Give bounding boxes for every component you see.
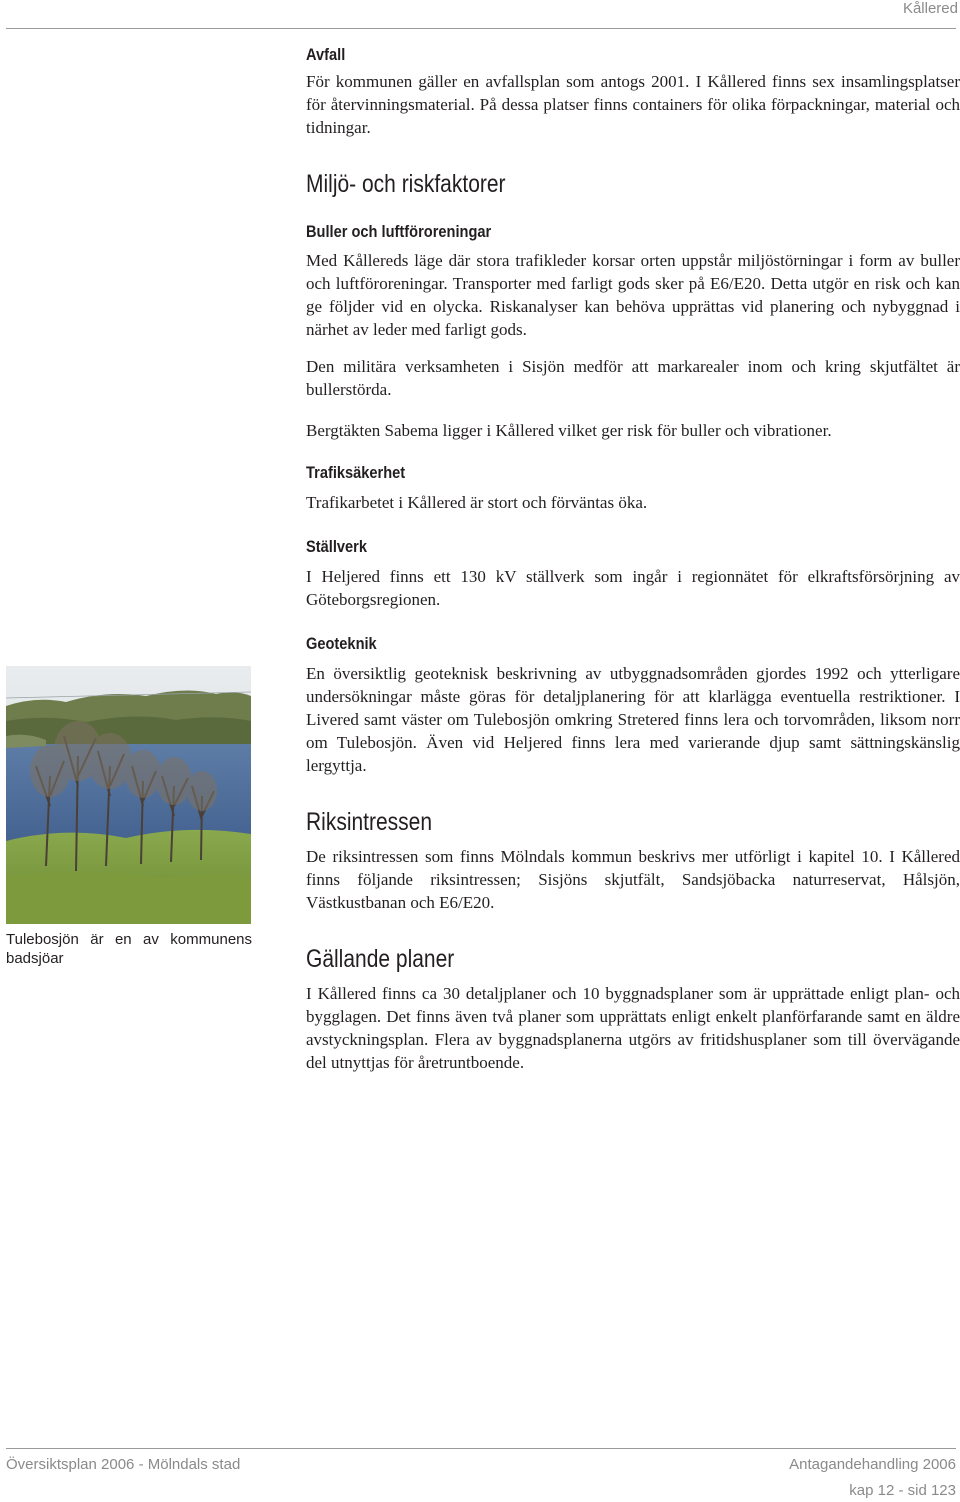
footer-divider: [6, 1448, 956, 1449]
heading-riksintressen: Riksintressen: [306, 808, 433, 836]
text-geoteknik: En översiktlig geoteknisk beskrivning av utbyggnadsområden gjordes 1992 och ytterligare undersökningar måste göras för detaljplanering för att klarlägga eventuella restriktioner. I Livered samt väster om Tulebosjön omkring Stretered finns lera och torvområden, liksom norr om Tulebosjön. Även vid Heljered finns lera med varierande djup samt sättningskänslig lergyttja.: [306, 664, 960, 775]
footer-page-number: kap 12 - sid 123: [849, 1482, 956, 1499]
footer-status: Antagandehandling 2006: [789, 1456, 956, 1473]
text-buller-1: Med Kållereds läge där stora trafikleder korsar orten uppstår miljöstörningar i form av buller och luftföroreningar. Transporter med farligt gods sker på E6/E20. Detta utgör en risk och kan ge följder vid en olycka. Riskanalyser kan behöva upprättas vid planering och nybyggnad i närhet av leder med farligt gods.: [306, 251, 960, 339]
text-buller-3: Bergtäkten Sabema ligger i Kållered vilket ger risk för buller och vibrationer.: [306, 421, 832, 440]
heading-trafik: Trafiksäkerhet: [306, 463, 406, 482]
text-stallverk: I Heljered finns ett 130 kV ställverk som ingår i regionnätet för elkraftsförsörjning av Göteborgsregionen.: [306, 567, 960, 609]
header-divider: [6, 28, 956, 29]
photo-caption: Tulebosjön är en av kommunens badsjöar: [6, 931, 252, 967]
heading-planer: Gällande planer: [306, 945, 455, 973]
heading-buller: Buller och luftföroreningar: [306, 222, 492, 241]
text-trafik: Trafikarbetet i Kållered är stort och förväntas öka.: [306, 493, 648, 512]
header-title: Kållered: [902, 0, 958, 17]
text-planer: I Kållered finns ca 30 detaljplaner och 10 byggnadsplaner som är upprättade enligt plan- och bygglagen. Det finns även två planer som upprättats enligt enkelt planförfarande samt en äldre avstyckningsplan. Flera av byggnadsplanerna utgörs av fritidshusplaner som till övervägande del utnyttjas för åretruntboende.: [306, 984, 960, 1072]
main-content: [306, 40, 960, 1074]
text-buller-2: Den militära verksamheten i Sisjön medför att markarealer inom och kring skjutfältet är bullerstörda.: [306, 357, 960, 399]
heading-geoteknik: Geoteknik: [306, 634, 377, 653]
footer-document-title: Översiktsplan 2006 - Mölndals stad: [6, 1456, 241, 1473]
lake-photo: [6, 666, 251, 924]
text-avfall: För kommunen gäller en avfallsplan som antogs 2001. I Kållered finns sex insamlingsplatser för återvinningsmaterial. På dessa platser finns containers för olika förpackningar, material och tidningar.: [306, 72, 960, 137]
lake-photo-image: [6, 666, 251, 924]
heading-avfall: Avfall: [306, 45, 346, 64]
heading-stallverk: Ställverk: [306, 537, 367, 556]
text-riksintressen: De riksintressen som finns Mölndals kommun beskrivs mer utförligt i kapitel 10. I Kållered finns följande riksintressen; Sisjöns skjutfält, Sandsjöbacka naturreservat, Hålsjön, Västkustbanan och E6/E20.: [306, 847, 960, 912]
heading-miljo: Miljö- och riskfaktorer: [306, 170, 506, 198]
